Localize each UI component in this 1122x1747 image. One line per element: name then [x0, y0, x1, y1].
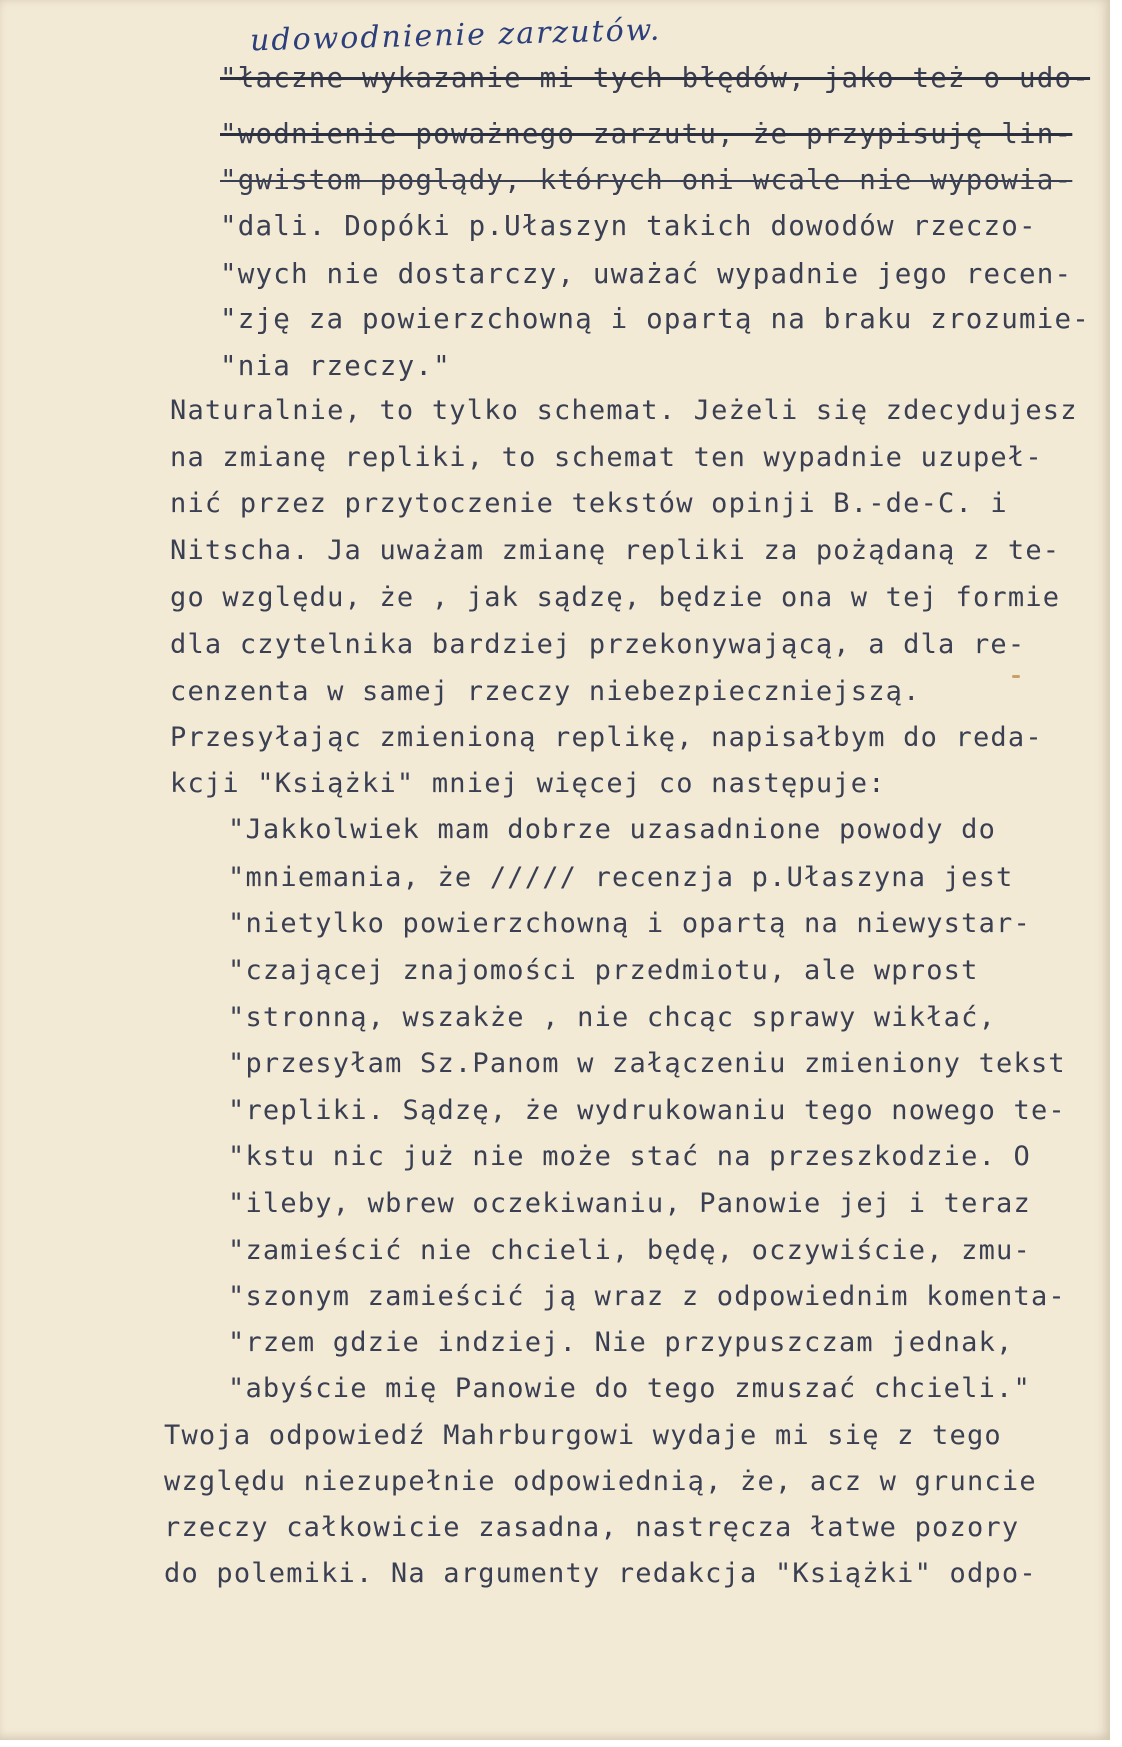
text-line: dla czytelnika bardziej przekonywającą, a dla re- — [170, 629, 1026, 660]
quoted-line: "Jakkolwiek mam dobrze uzasadnione powody do — [228, 814, 997, 845]
quoted-line: "repliki. Sądzę, że wydrukowaniu tego nowego te- — [228, 1095, 1066, 1126]
text-line: kcji "Książki" mniej więcej co następuje: — [170, 768, 886, 799]
quoted-line: "abyście mię Panowie do tego zmuszać chcieli." — [228, 1373, 1031, 1404]
text-line: go względu, że , jak sądzę, będzie ona w tej formie — [170, 582, 1061, 613]
text-line: względu niezupełnie odpowiednią, że, acz w gruncie — [164, 1466, 1037, 1497]
quoted-line: "zamieścić nie chcieli, będę, oczywiście, zmu- — [228, 1235, 1031, 1266]
ink-mark — [1012, 675, 1020, 678]
text-line: nić przez przytoczenie tekstów opinji B.-de-C. i — [170, 488, 1008, 519]
page-edge — [1110, 0, 1122, 1747]
text-line: cenzenta w samej rzeczy niebezpieczniejszą. — [170, 676, 921, 707]
quoted-line: "szonym zamieścić ją wraz z odpowiednim komenta- — [228, 1281, 1066, 1312]
text-line: "nia rzeczy." — [220, 350, 451, 382]
text-line: do polemiki. Na argumenty redakcja "Książki" odpo- — [164, 1558, 1037, 1589]
handwritten-annotation: udowodnienie zarzutów. — [249, 12, 662, 59]
quoted-line: "nietylko powierzchowną i opartą na niewystar- — [228, 908, 1031, 939]
text-line: Naturalnie, to tylko schemat. Jeżeli się zdecydujesz — [170, 395, 1078, 426]
text-line: na zmianę repliki, to schemat ten wypadnie uzupeł- — [170, 442, 1043, 473]
quoted-line: "stronną, wszakże , nie chcąc sprawy wikłać, — [228, 1002, 997, 1033]
struck-line-2: "wodnienie poważnego zarzutu, że przypisuję lin- — [220, 118, 1073, 150]
partially-struck-line-3: "gwistom poglądy, których oni wcale nie wypowia- — [220, 164, 1073, 196]
text-line: "zję za powierzchowną i opartą na braku zrozumie- — [220, 303, 1091, 335]
text-line: Przesyłając zmienioną replikę, napisałbym do reda- — [170, 722, 1043, 753]
struck-line-1: "łaczne wykazanie mi tych błędów, jako też o udo- — [220, 62, 1091, 94]
text-line: "dali. Dopóki p.Ułaszyn takich dowodów rzeczo- — [220, 210, 1037, 242]
text-line: Twoja odpowiedź Mahrburgowi wydaje mi się z tego — [164, 1420, 1002, 1451]
text-line: "wych nie dostarczy, uważać wypadnie jego recen- — [220, 258, 1073, 290]
text-line: rzeczy całkowicie zasadna, nastręcza łatwe pozory — [164, 1512, 1020, 1543]
quoted-line: "czającej znajomości przedmiotu, ale wprost — [228, 955, 979, 986]
text-line: Nitscha. Ja uważam zmianę repliki za pożądaną z te- — [170, 535, 1061, 566]
quoted-line: "ileby, wbrew oczekiwaniu, Panowie jej i teraz — [228, 1188, 1031, 1219]
quoted-line: "przesyłam Sz.Panom w załączeniu zmieniony tekst — [228, 1048, 1066, 1079]
quoted-line: "mniemania, że ///// recenzja p.Ułaszyna jest — [228, 862, 1014, 893]
quoted-line: "kstu nic już nie może stać na przeszkodzie. O — [228, 1141, 1031, 1172]
quoted-line: "rzem gdzie indziej. Nie przypuszczam jednak, — [228, 1327, 1014, 1358]
